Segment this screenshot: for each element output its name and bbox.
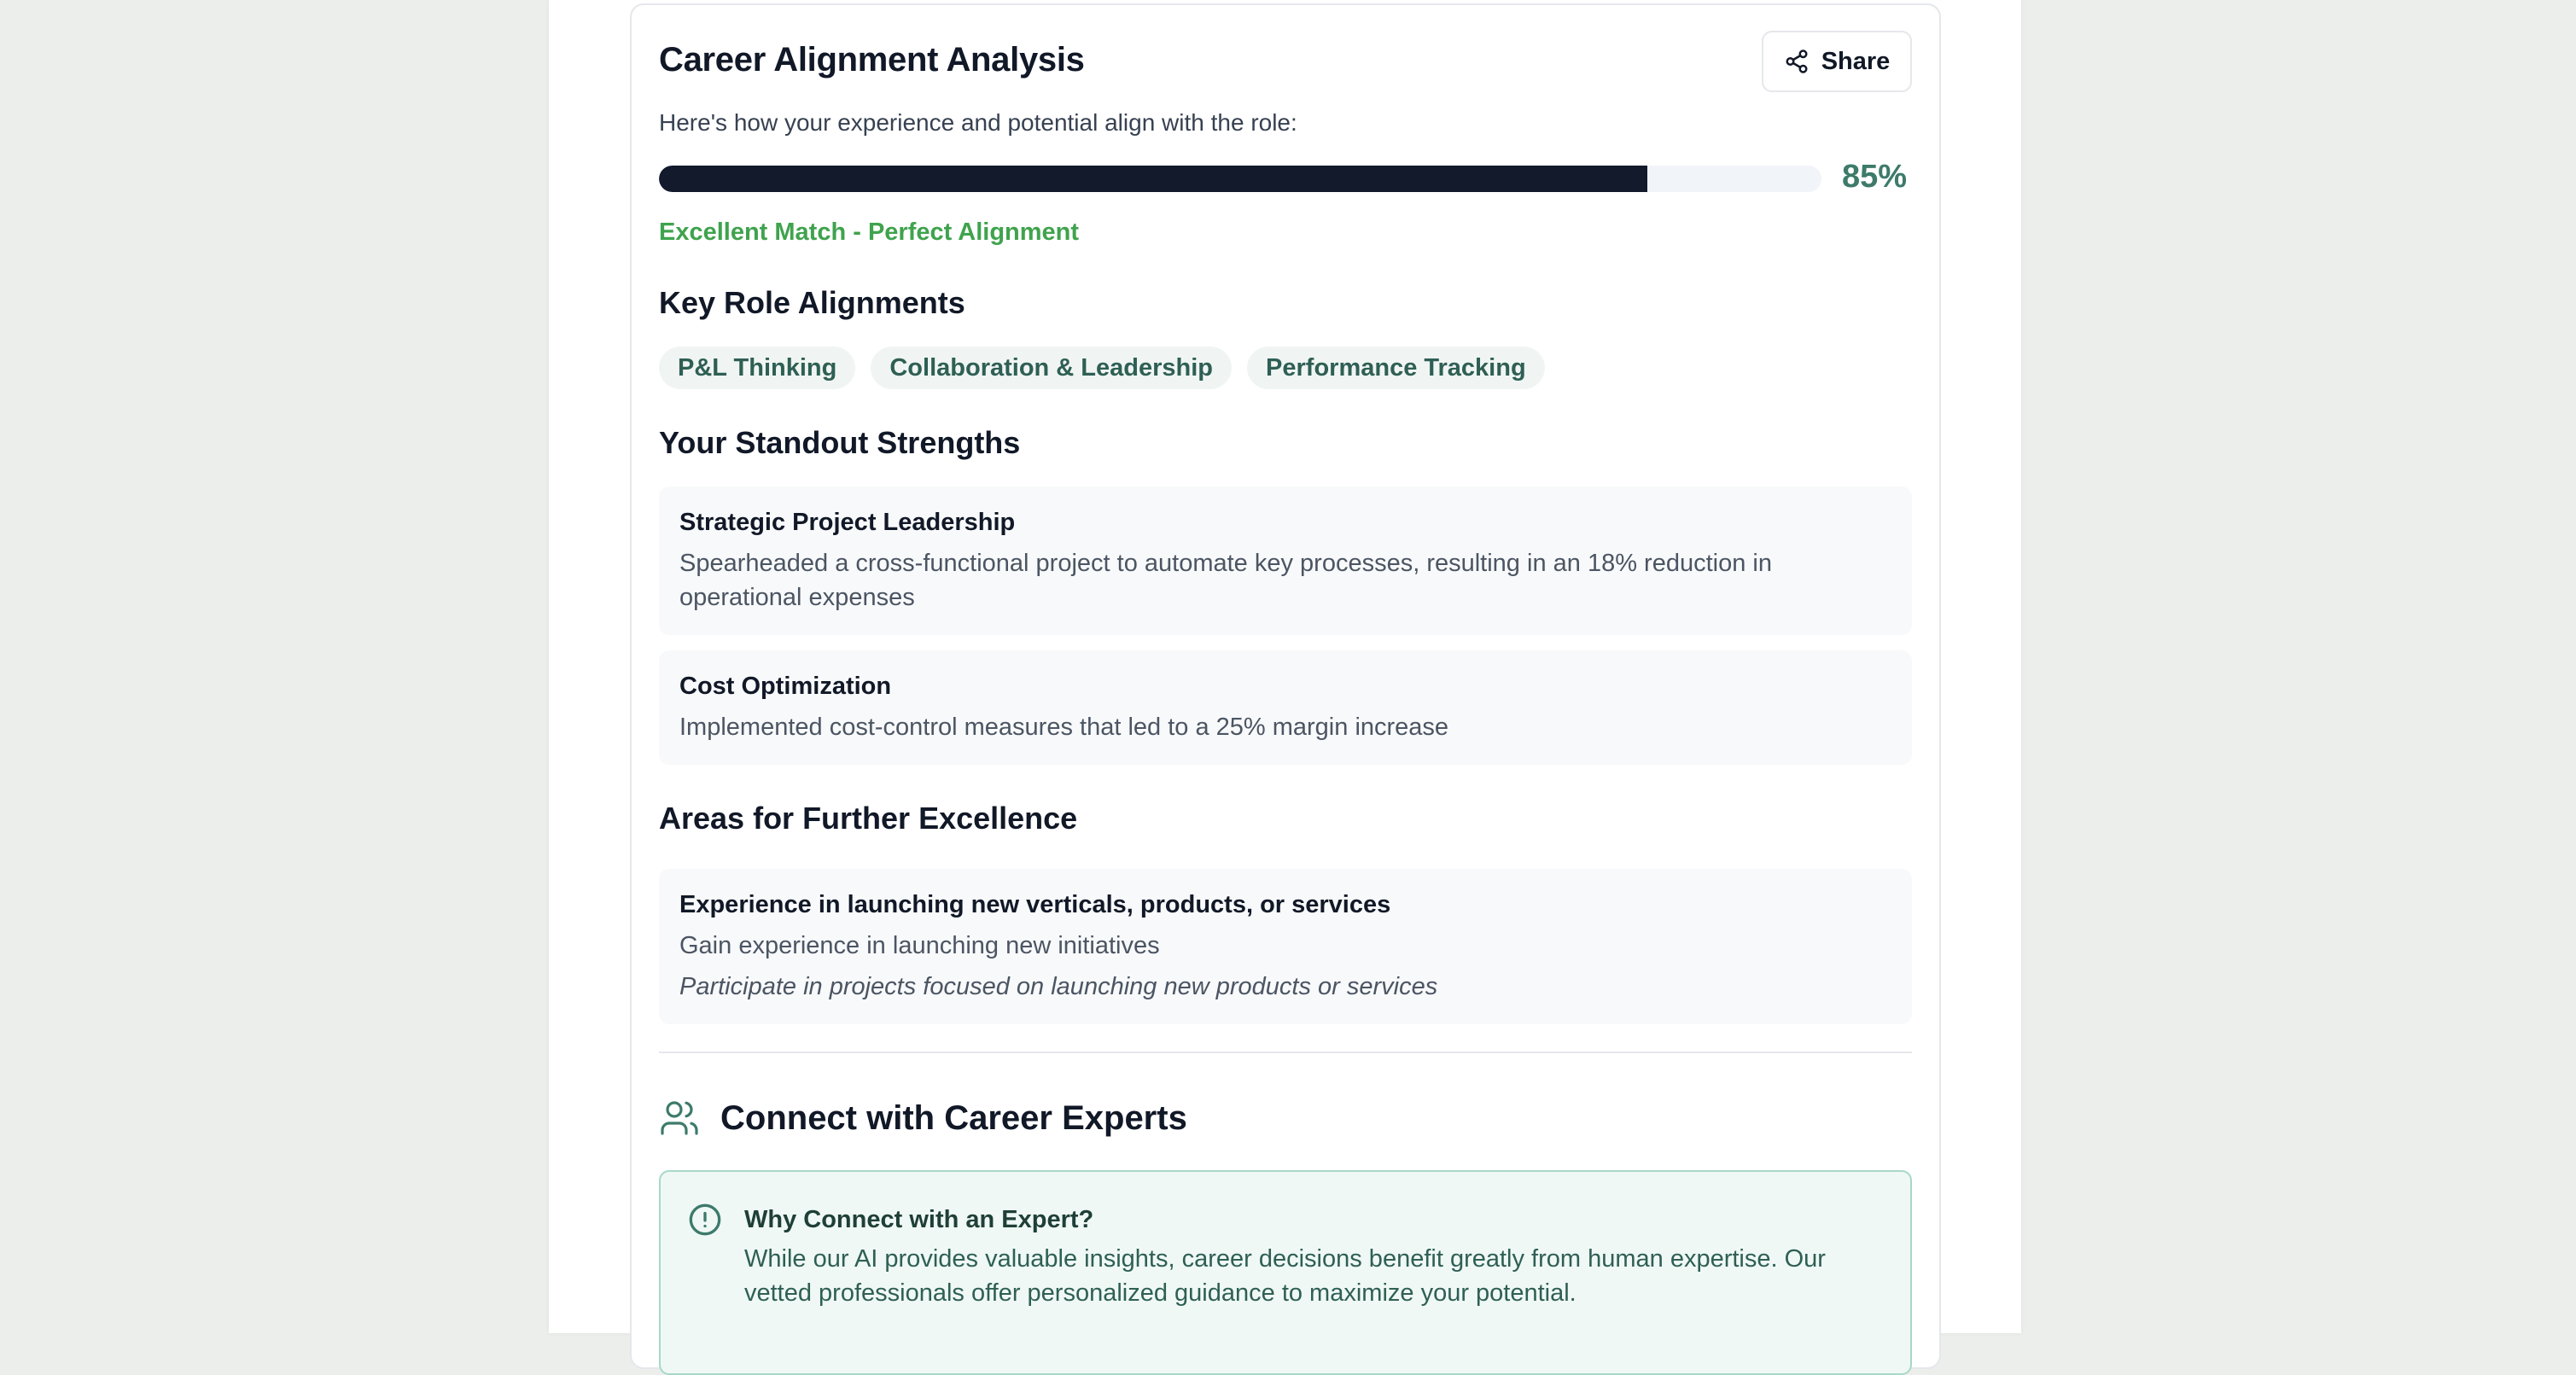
excellence-description: Gain experience in launching new initiatives (679, 932, 1160, 959)
match-progress-fill (659, 166, 1647, 192)
analysis-subtitle: Here's how your experience and potential align with the role: (659, 109, 1297, 136)
standout-strengths-heading: Your Standout Strengths (659, 425, 1021, 460)
excellence-suggestion: Participate in projects focused on launching new products or services (679, 973, 1438, 1000)
why-connect-title: Why Connect with an Expert? (744, 1206, 1094, 1233)
share-button[interactable] (1762, 31, 1912, 92)
users-icon (659, 1098, 700, 1139)
match-percentage: 85% (1842, 159, 1908, 195)
match-status-label: Excellent Match - Perfect Alignment (659, 218, 1080, 246)
key-role-alignments-heading: Key Role Alignments (659, 285, 965, 320)
further-excellence-heading: Areas for Further Excellence (659, 801, 1078, 836)
excellence-title: Experience in launching new verticals, products, or services (679, 891, 1391, 918)
strength-item (659, 486, 1912, 635)
strength-title: Strategic Project Leadership (679, 509, 1016, 536)
why-connect-callout (659, 1170, 1912, 1375)
page-title: Career Alignment Analysis (659, 41, 1085, 79)
strength-title: Cost Optimization (679, 673, 892, 700)
excellence-item (659, 869, 1912, 1024)
alignment-chip: P&L Thinking (659, 347, 855, 389)
strength-item (659, 650, 1912, 765)
career-experts-header (659, 1098, 1187, 1139)
alignment-chips (659, 347, 1545, 389)
why-connect-text: While our AI provides valuable insights, career decisions benefit greatly from human expertise. Our vetted professionals offer personalized guidance to maximize your potential. (744, 1245, 1826, 1307)
match-progress-bar (659, 166, 1821, 192)
alignment-chip: Performance Tracking (1247, 347, 1545, 389)
alignment-chip: Collaboration & Leadership (871, 347, 1232, 389)
share-button-label: Share (1821, 47, 1891, 75)
section-divider (659, 1052, 1912, 1053)
share-icon (1784, 49, 1810, 74)
strength-description: Spearheaded a cross-functional project to automate key processes, resulting in an 18% reduction in operational expenses (679, 550, 1772, 611)
alert-circle-icon (688, 1203, 722, 1237)
strength-description: Implemented cost-control measures that led to a 25% margin increase (679, 714, 1449, 741)
career-experts-heading: Connect with Career Experts (720, 1098, 1187, 1137)
